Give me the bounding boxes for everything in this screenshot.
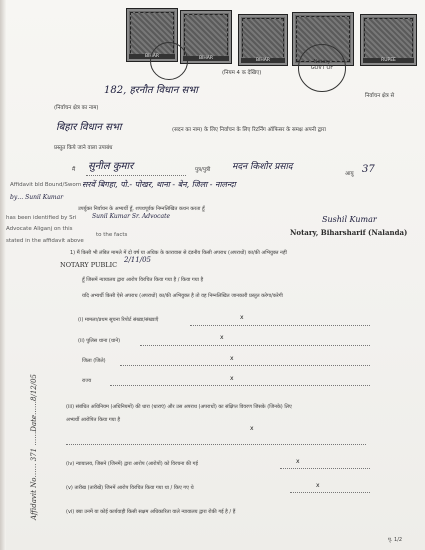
father-label: पुत्र/पुत्री bbox=[195, 167, 211, 173]
deponent-name-handwritten: सुनील कुमार bbox=[88, 161, 134, 172]
notary-signature: Sushil Kumar bbox=[322, 215, 377, 224]
informed-line: Advocate Aliganj on this bbox=[6, 226, 73, 232]
constituency-label: (निर्वाचन क्षेत्र का नाम) bbox=[54, 105, 99, 111]
nil-mark: x bbox=[316, 482, 320, 489]
nil-mark: x bbox=[250, 425, 254, 432]
row-police-station: (ii) पुलिस थाना (थाने) bbox=[78, 338, 121, 344]
notary-public-stamp: NOTARY PUBLIC bbox=[60, 261, 118, 269]
stamp-label: BIHAR bbox=[241, 58, 285, 63]
facts-line: to the facts bbox=[96, 232, 128, 238]
nil-mark: x bbox=[220, 334, 224, 341]
age-value: 37 bbox=[362, 164, 375, 175]
seal-text-2: GOVT OF bbox=[310, 65, 334, 71]
affidavit-bound-text: Affidavit bld Bound/Sworn bbox=[10, 182, 82, 188]
court-fee-stamp bbox=[360, 14, 417, 66]
postal-round-seal bbox=[150, 42, 188, 80]
constituency-handwritten: 182, हरनौत विधान सभा bbox=[104, 85, 198, 96]
page-edge-shadow bbox=[0, 0, 6, 550]
answer-line bbox=[110, 385, 370, 386]
row-court: (iv) न्यायालय, जिसने (जिनमें) द्वारा आरोप (आरोपों) को विरचना की गई bbox=[66, 461, 198, 467]
seal-text: Notary bbox=[313, 59, 331, 65]
affidavit-side-note: Affidavit No…… 371 ……Date……8/12/05 bbox=[30, 373, 38, 520]
answer-line bbox=[290, 492, 370, 493]
age-label: आयु bbox=[345, 171, 354, 177]
stamp-pattern bbox=[364, 18, 413, 62]
page-number: पृ. 1/2 bbox=[388, 537, 403, 543]
identified-line: has been identified by Sri bbox=[6, 215, 77, 221]
answer-line bbox=[140, 345, 370, 346]
stamp-label: BIHAR bbox=[183, 56, 229, 61]
para-line: उपर्युक्त निर्वाचन के अभ्यर्थी हूँ, शपथपूर्वक निम्नलिखित कथन करता हूँ bbox=[78, 206, 205, 212]
row-case-number: (i) मामला/प्रथम सूचना रिपोर्ट संख्या/संख्याएँ bbox=[78, 317, 159, 323]
answer-line bbox=[190, 325, 370, 326]
notary-date: 2/11/05 bbox=[124, 256, 151, 264]
row-stayed: (vi) क्या उनमें या कोई कार्यवाही किसी सक्षम अधिकारिता वाले न्यायालय द्वारा रोकी गई है / हैं bbox=[66, 509, 236, 515]
nil-mark: x bbox=[230, 355, 234, 362]
notary-title: Notary, Biharsharif (Nalanda) bbox=[290, 228, 408, 237]
name-line bbox=[86, 175, 186, 176]
stamp-label: BIHAR bbox=[129, 54, 175, 59]
rule-reference: (नियम 4 क देखिए) bbox=[222, 70, 262, 76]
by-line: by… Sunil Kumar bbox=[10, 194, 64, 201]
constituency-right-label: निर्वाचन क्षेत्र से bbox=[365, 93, 395, 99]
court-fee-stamp bbox=[180, 10, 232, 64]
house-handwritten: बिहार विधान सभा bbox=[56, 122, 122, 133]
identified-handwritten: Sunil Kumar Sr. Advocate bbox=[92, 213, 171, 220]
house-label: (सदन का नाम) के लिए निर्वाचन के लिए रिटर्निंग ऑफिसर के समक्ष अपनी द्वारा bbox=[172, 127, 326, 133]
answer-line bbox=[66, 444, 366, 445]
stamp-pattern bbox=[184, 14, 228, 60]
name-prefix: मैं bbox=[72, 167, 76, 173]
answer-line bbox=[280, 468, 370, 469]
nil-mark: x bbox=[240, 314, 244, 321]
row-district: जिला (जिले) bbox=[82, 358, 106, 364]
item-1b: हूँ जिसमें न्यायालय द्वारा आरोप विरचित किया गया है / किया गया है bbox=[82, 277, 204, 283]
row-sections: (iii) संबंधित अधिनियम (अधिनियमों) की धारा (धाराएं) और उस अपराध (अपराधों) का संक्षिप्त विवरण जिसके (जिनके) लिए bbox=[66, 404, 292, 410]
answer-line bbox=[120, 365, 370, 366]
presented-label: प्रस्तुत किये जाने वाला उपाबंध bbox=[54, 145, 113, 151]
nil-mark: x bbox=[296, 458, 300, 465]
stamp-pattern bbox=[242, 18, 284, 62]
stated-line: stated in the affidavit above bbox=[6, 238, 84, 244]
nil-mark: x bbox=[230, 375, 234, 382]
row-sections-b: अभ्यर्थी आरोपित किया गया है bbox=[66, 417, 121, 423]
row-date: (v) तारीख (तारीखें) जिनमें आरोप विरचित किया गया था / किए गए थे bbox=[66, 485, 194, 491]
court-fee-stamp bbox=[238, 14, 288, 66]
stamp-label: RUPEE bbox=[363, 58, 414, 63]
row-state: राज्य bbox=[82, 378, 92, 384]
address-handwritten: सरवें बिगहा, पो.- पोखर, थाना - बेन, जिला - नालन्दा bbox=[82, 180, 236, 189]
notary-round-seal bbox=[298, 44, 346, 92]
item-note: यदि अभ्यर्थी किसी ऐसे अपराध (अपराधों) का/की अभियुक्त है तो वह निम्नलिखित जानकारी प्रस्तुत करेगा/करेगी bbox=[82, 293, 283, 299]
item-1: 1) मैं किसी भी लंबित मामले में दो वर्ष या अधिक के कारावास से दंडनीय किसी अपराध (अपराधों) का/की अभियुक्त नहीं bbox=[70, 250, 287, 256]
father-name-handwritten: मदन किशोर प्रसाद bbox=[232, 162, 293, 172]
